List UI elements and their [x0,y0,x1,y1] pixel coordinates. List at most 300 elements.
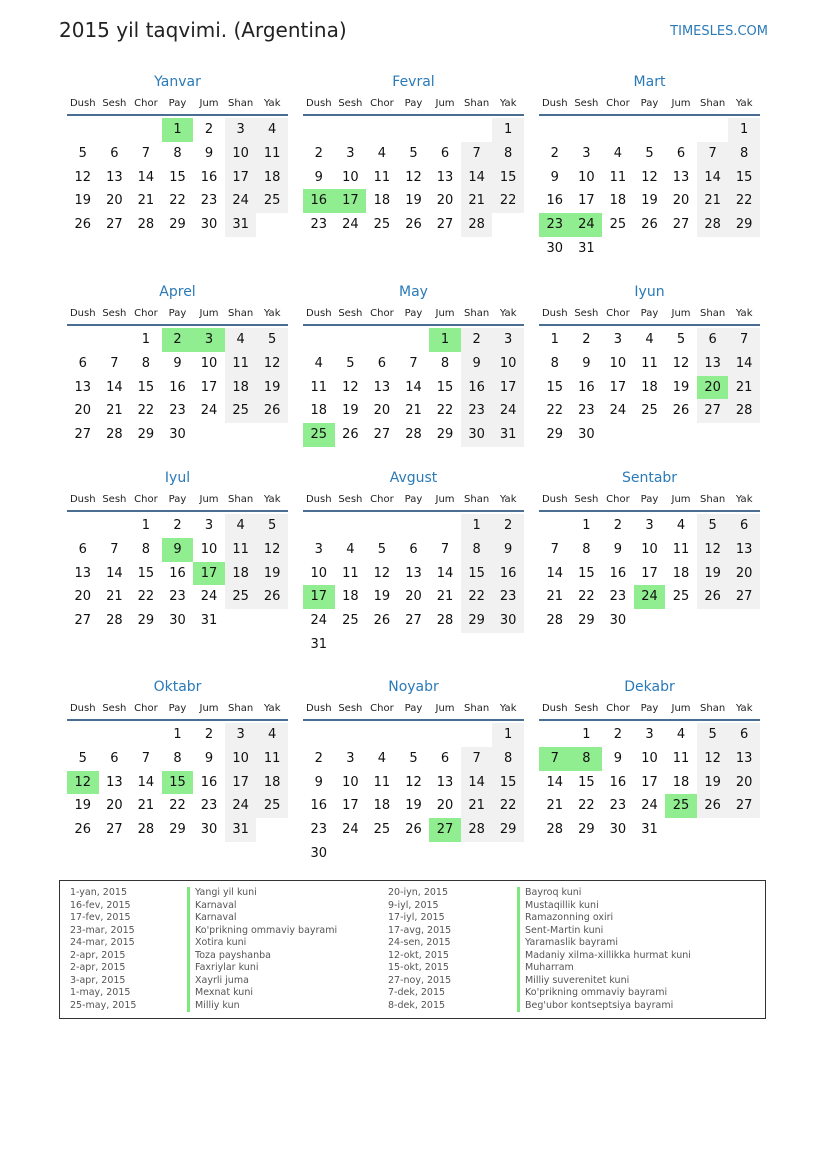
empty-cell [366,723,398,747]
day-grid [303,118,524,237]
day-cell: 26 [405,822,422,838]
day-cell: 4 [645,332,654,347]
holiday-day: 20 [697,376,729,400]
day-cell: 21 [728,376,760,400]
weekday-header [539,490,760,512]
legend-date: 20-iyn, 2015 [388,887,449,898]
day-cell: 20 [728,771,760,795]
day-cell: 14 [461,771,493,795]
day-cell: 1 [141,332,151,347]
day-cell: 27 [728,794,760,818]
day-cell: 15 [578,774,595,790]
day-cell: 26 [641,217,658,233]
weekday-header [303,94,524,116]
day-cell: 17 [200,379,218,395]
day-cell: 21 [137,193,155,209]
day-cell: 27 [405,613,422,629]
day-cell: 23 [578,403,595,419]
day-cell: 2 [582,332,591,347]
day-cell: 26 [405,217,422,233]
legend-date: 12-okt, 2015 [388,949,449,961]
weekday-label: Pay [404,494,423,505]
day-cell: 22 [169,193,186,209]
day-cell: 13 [672,169,690,185]
month-name: Fevral [392,74,435,90]
day-cell: 10 [492,352,524,376]
day-cell: 5 [409,145,418,161]
day-cell: 11 [373,774,391,790]
day-cell: 1 [461,514,493,538]
day-cell: 5 [676,332,686,347]
day-cell: 8 [440,355,450,371]
day-cell: 3 [346,750,355,766]
month-iyul [67,468,288,633]
day-cell: 28 [137,217,155,233]
weekday-header [539,304,760,326]
day-cell: 22 [461,585,493,609]
weekday-label: Yak [499,703,517,714]
day-cell: 6 [110,145,119,161]
month-name: Yanvar [154,74,201,90]
day-cell: 25 [672,589,690,605]
day-cell: 14 [405,379,422,395]
weekday-label: Yak [499,494,517,505]
day-cell: 11 [225,352,257,376]
day-cell: 17 [492,376,524,400]
day-cell: 19 [405,798,422,814]
day-cell: 5 [377,541,387,557]
day-cell: 6 [440,145,450,161]
day-cell: 10 [609,355,627,371]
day-cell: 10 [200,355,218,371]
day-cell: 9 [204,750,214,766]
day-cell: 1 [550,332,559,347]
day-grid [67,328,288,447]
weekday-label: Chor [370,494,394,505]
empty-cell [429,723,461,747]
weekday-label: Jum [671,308,691,319]
month-dekabr [539,677,760,842]
empty-cell [99,514,131,538]
weekday-label: Yak [263,703,281,714]
holiday-day: 8 [571,747,603,771]
day-cell: 8 [173,145,182,161]
day-cell: 28 [461,213,493,237]
weekday-label: Dush [305,494,332,505]
empty-cell [99,723,131,747]
day-cell: 6 [676,145,686,161]
day-cell: 11 [310,379,328,395]
weekday-label: Shan [700,703,726,714]
day-cell: 4 [314,355,323,371]
day-cell: 7 [141,145,151,161]
weekday-label: Jum [435,98,455,109]
day-cell: 6 [697,328,729,352]
holiday-day: 1 [429,328,461,352]
holiday-day: 25 [303,423,335,447]
day-cell: 14 [106,565,123,581]
legend-date: 15-okt, 2015 [388,962,449,973]
day-cell: 16 [546,193,564,209]
day-cell: 2 [492,514,524,538]
legend-date: 17-avg, 2015 [388,924,452,936]
day-cell: 26 [256,399,288,423]
day-cell: 13 [373,379,391,395]
holiday-day: 1 [162,118,194,142]
day-cell: 19 [697,562,729,586]
weekday-label: Shan [464,703,490,714]
day-cell: 11 [256,747,288,771]
weekday-label: Jum [435,494,455,505]
day-cell: 16 [200,774,218,790]
day-cell: 10 [342,169,359,185]
day-grid [539,118,760,261]
weekday-label: Pay [168,494,187,505]
day-cell: 15 [137,379,155,395]
day-cell: 29 [436,427,454,443]
day-cell: 23 [169,589,186,605]
holiday-day: 12 [67,771,99,795]
day-cell: 6 [110,750,119,766]
day-cell: 22 [728,189,760,213]
day-grid [303,514,524,657]
day-cell: 21 [697,189,729,213]
month-avgust [303,468,524,657]
day-cell: 13 [697,352,729,376]
weekday-label: Jum [199,98,219,109]
holiday-legend [59,880,766,1019]
day-cell: 22 [137,403,155,419]
day-cell: 10 [200,541,218,557]
empty-cell [429,118,461,142]
weekday-label: Shan [700,98,726,109]
day-cell: 7 [110,355,119,371]
day-cell: 1 [582,727,591,742]
day-cell: 11 [672,750,690,766]
day-grid [539,723,760,842]
day-cell: 23 [200,193,218,209]
day-cell: 22 [492,189,524,213]
legend-holiday-name: Yangi yil kuni [187,887,257,900]
weekday-label: Dush [69,98,96,109]
weekday-label: Sesh [338,308,363,319]
weekday-label: Sesh [338,98,363,109]
empty-cell [366,328,398,352]
day-cell: 14 [461,166,493,190]
day-cell: 28 [546,613,564,629]
day-cell: 2 [314,145,323,161]
day-cell: 12 [405,169,422,185]
day-cell: 21 [106,589,123,605]
empty-cell [335,328,367,352]
day-cell: 21 [405,403,422,419]
empty-cell [130,118,162,142]
day-cell: 14 [137,169,155,185]
day-cell: 18 [256,166,288,190]
day-cell: 3 [314,541,323,557]
weekday-label: Chor [134,494,158,505]
day-cell: 20 [106,798,123,814]
day-cell: 30 [310,845,328,861]
day-cell: 3 [645,727,654,742]
empty-cell [99,328,131,352]
legend-date: 25-may, 2015 [70,999,137,1011]
empty-cell [130,723,162,747]
weekday-label: Chor [370,703,394,714]
weekday-label: Dush [541,308,568,319]
day-cell: 24 [310,613,328,629]
weekday-label: Pay [404,308,423,319]
empty-cell [335,514,367,538]
day-cell: 12 [672,355,690,371]
empty-cell [366,118,398,142]
day-grid [67,723,288,842]
month-mart [539,72,760,261]
day-cell: 31 [225,818,257,842]
day-cell: 16 [461,376,493,400]
empty-cell [335,118,367,142]
day-cell: 27 [728,585,760,609]
day-cell: 20 [74,403,92,419]
day-cell: 2 [461,328,493,352]
empty-cell [571,118,603,142]
day-cell: 6 [78,541,87,557]
day-cell: 17 [342,798,359,814]
empty-cell [539,723,571,747]
day-cell: 17 [641,774,658,790]
day-cell: 4 [225,514,257,538]
brand-link[interactable]: TIMESLES.COM [670,24,768,39]
day-cell: 2 [550,145,559,161]
weekday-label: Jum [199,494,219,505]
day-cell: 13 [74,565,92,581]
day-cell: 18 [225,376,257,400]
empty-cell [99,118,131,142]
holiday-day: 24 [634,585,666,609]
legend-holiday-name: Madaniy xilma-xillikka hurmat kuni [517,950,691,963]
weekday-label: Sesh [574,308,599,319]
day-cell: 22 [492,794,524,818]
day-cell: 24 [225,189,257,213]
day-cell: 15 [578,565,595,581]
day-cell: 24 [225,794,257,818]
day-cell: 19 [373,589,391,605]
weekday-label: Jum [671,98,691,109]
holiday-day: 17 [335,189,367,213]
day-cell: 7 [728,328,760,352]
empty-cell [539,118,571,142]
day-cell: 18 [342,589,359,605]
weekday-label: Chor [370,308,394,319]
day-cell: 24 [342,822,359,838]
holiday-day: 7 [539,747,571,771]
day-cell: 5 [645,145,654,161]
weekday-label: Shan [700,308,726,319]
legend-holiday-name: Xotira kuni [187,937,246,950]
legend-date: 17-iyl, 2015 [388,912,445,923]
weekday-label: Chor [606,703,630,714]
weekday-label: Shan [464,308,490,319]
day-cell: 18 [609,193,627,209]
day-cell: 14 [697,166,729,190]
day-cell: 1 [728,118,760,142]
weekday-label: Pay [640,494,659,505]
weekday-label: Sesh [102,98,127,109]
weekday-header [303,490,524,512]
weekday-label: Shan [464,98,490,109]
day-cell: 30 [609,822,627,838]
day-cell: 12 [697,747,729,771]
day-cell: 15 [169,169,186,185]
day-cell: 12 [256,538,288,562]
empty-cell [398,723,430,747]
day-cell: 11 [609,169,627,185]
day-cell: 24 [342,217,359,233]
day-grid [67,118,288,237]
legend-holiday-name: Milliy kun [187,1000,240,1013]
day-cell: 14 [106,379,123,395]
empty-cell [303,723,335,747]
day-cell: 25 [256,189,288,213]
legend-date: 9-iyl, 2015 [388,899,439,911]
day-cell: 6 [409,541,418,557]
day-cell: 8 [141,541,151,557]
day-cell: 27 [74,613,92,629]
day-cell: 29 [137,427,155,443]
day-cell: 25 [373,822,391,838]
day-cell: 19 [74,193,92,209]
day-cell: 4 [676,727,686,742]
day-cell: 14 [436,565,454,581]
day-cell: 27 [106,217,123,233]
day-cell: 21 [137,798,155,814]
day-cell: 24 [200,403,218,419]
day-cell: 11 [373,169,391,185]
month-yanvar [67,72,288,237]
day-cell: 22 [169,798,186,814]
weekday-header [67,304,288,326]
day-cell: 5 [346,355,355,371]
day-cell: 3 [492,328,524,352]
day-cell: 7 [461,142,493,166]
day-cell: 2 [613,518,623,533]
weekday-label: Yak [263,98,281,109]
weekday-label: Yak [263,308,281,319]
empty-cell [67,118,99,142]
empty-cell [398,514,430,538]
day-cell: 2 [204,727,214,742]
day-cell: 19 [697,771,729,795]
weekday-label: Pay [640,98,659,109]
day-cell: 4 [613,145,623,161]
month-fevral [303,72,524,237]
legend-date: 24-mar, 2015 [70,937,135,948]
weekday-label: Dush [541,703,568,714]
day-cell: 16 [609,565,627,581]
day-cell: 13 [436,774,454,790]
day-cell: 4 [256,118,288,142]
month-aprel [67,282,288,447]
day-cell: 18 [373,193,391,209]
day-cell: 16 [578,379,595,395]
day-cell: 7 [110,541,119,557]
day-cell: 4 [346,541,355,557]
day-cell: 24 [609,403,627,419]
day-cell: 20 [672,193,690,209]
day-cell: 5 [78,750,87,766]
day-cell: 12 [641,169,658,185]
empty-cell [398,328,430,352]
legend-date: 7-dek, 2015 [388,987,446,998]
weekday-label: Sesh [574,98,599,109]
holiday-day: 15 [162,771,194,795]
day-cell: 19 [74,798,92,814]
day-cell: 15 [492,166,524,190]
day-cell: 15 [728,166,760,190]
day-cell: 18 [373,798,391,814]
day-cell: 30 [461,423,493,447]
day-cell: 30 [578,427,595,443]
day-cell: 8 [492,142,524,166]
weekday-label: Dush [305,703,332,714]
day-cell: 29 [546,427,564,443]
day-cell: 23 [169,403,186,419]
weekday-header [303,304,524,326]
day-cell: 10 [225,142,257,166]
day-cell: 26 [256,585,288,609]
legend-holiday-name: Xayrli juma [187,975,249,988]
day-cell: 4 [377,750,387,766]
day-cell: 26 [373,613,391,629]
weekday-label: Sesh [102,703,127,714]
month-name: May [399,284,428,300]
holiday-day: 2 [162,328,194,352]
day-cell: 28 [436,613,454,629]
day-cell: 17 [641,565,658,581]
day-cell: 31 [492,423,524,447]
weekday-label: Dush [69,703,96,714]
day-cell: 22 [578,798,595,814]
day-cell: 3 [346,145,355,161]
day-cell: 11 [256,142,288,166]
holiday-day: 25 [665,794,697,818]
day-cell: 8 [461,538,493,562]
weekday-label: Yak [735,308,753,319]
month-oktabr [67,677,288,842]
day-cell: 18 [310,403,328,419]
day-cell: 17 [225,771,257,795]
weekday-label: Shan [228,98,254,109]
day-cell: 19 [405,193,422,209]
day-cell: 27 [106,822,123,838]
day-cell: 7 [697,142,729,166]
weekday-label: Sesh [338,703,363,714]
day-cell: 2 [204,122,214,137]
weekday-label: Dush [305,308,332,319]
weekday-label: Yak [499,98,517,109]
day-cell: 5 [697,723,729,747]
day-cell: 18 [672,565,690,581]
empty-cell [602,118,634,142]
month-name: Sentabr [621,470,678,486]
day-cell: 30 [200,822,218,838]
day-cell: 23 [609,589,627,605]
day-cell: 24 [200,589,218,605]
legend-date: 2-apr, 2015 [70,962,126,973]
day-cell: 30 [492,609,524,633]
day-cell: 7 [440,541,450,557]
weekday-header [67,490,288,512]
